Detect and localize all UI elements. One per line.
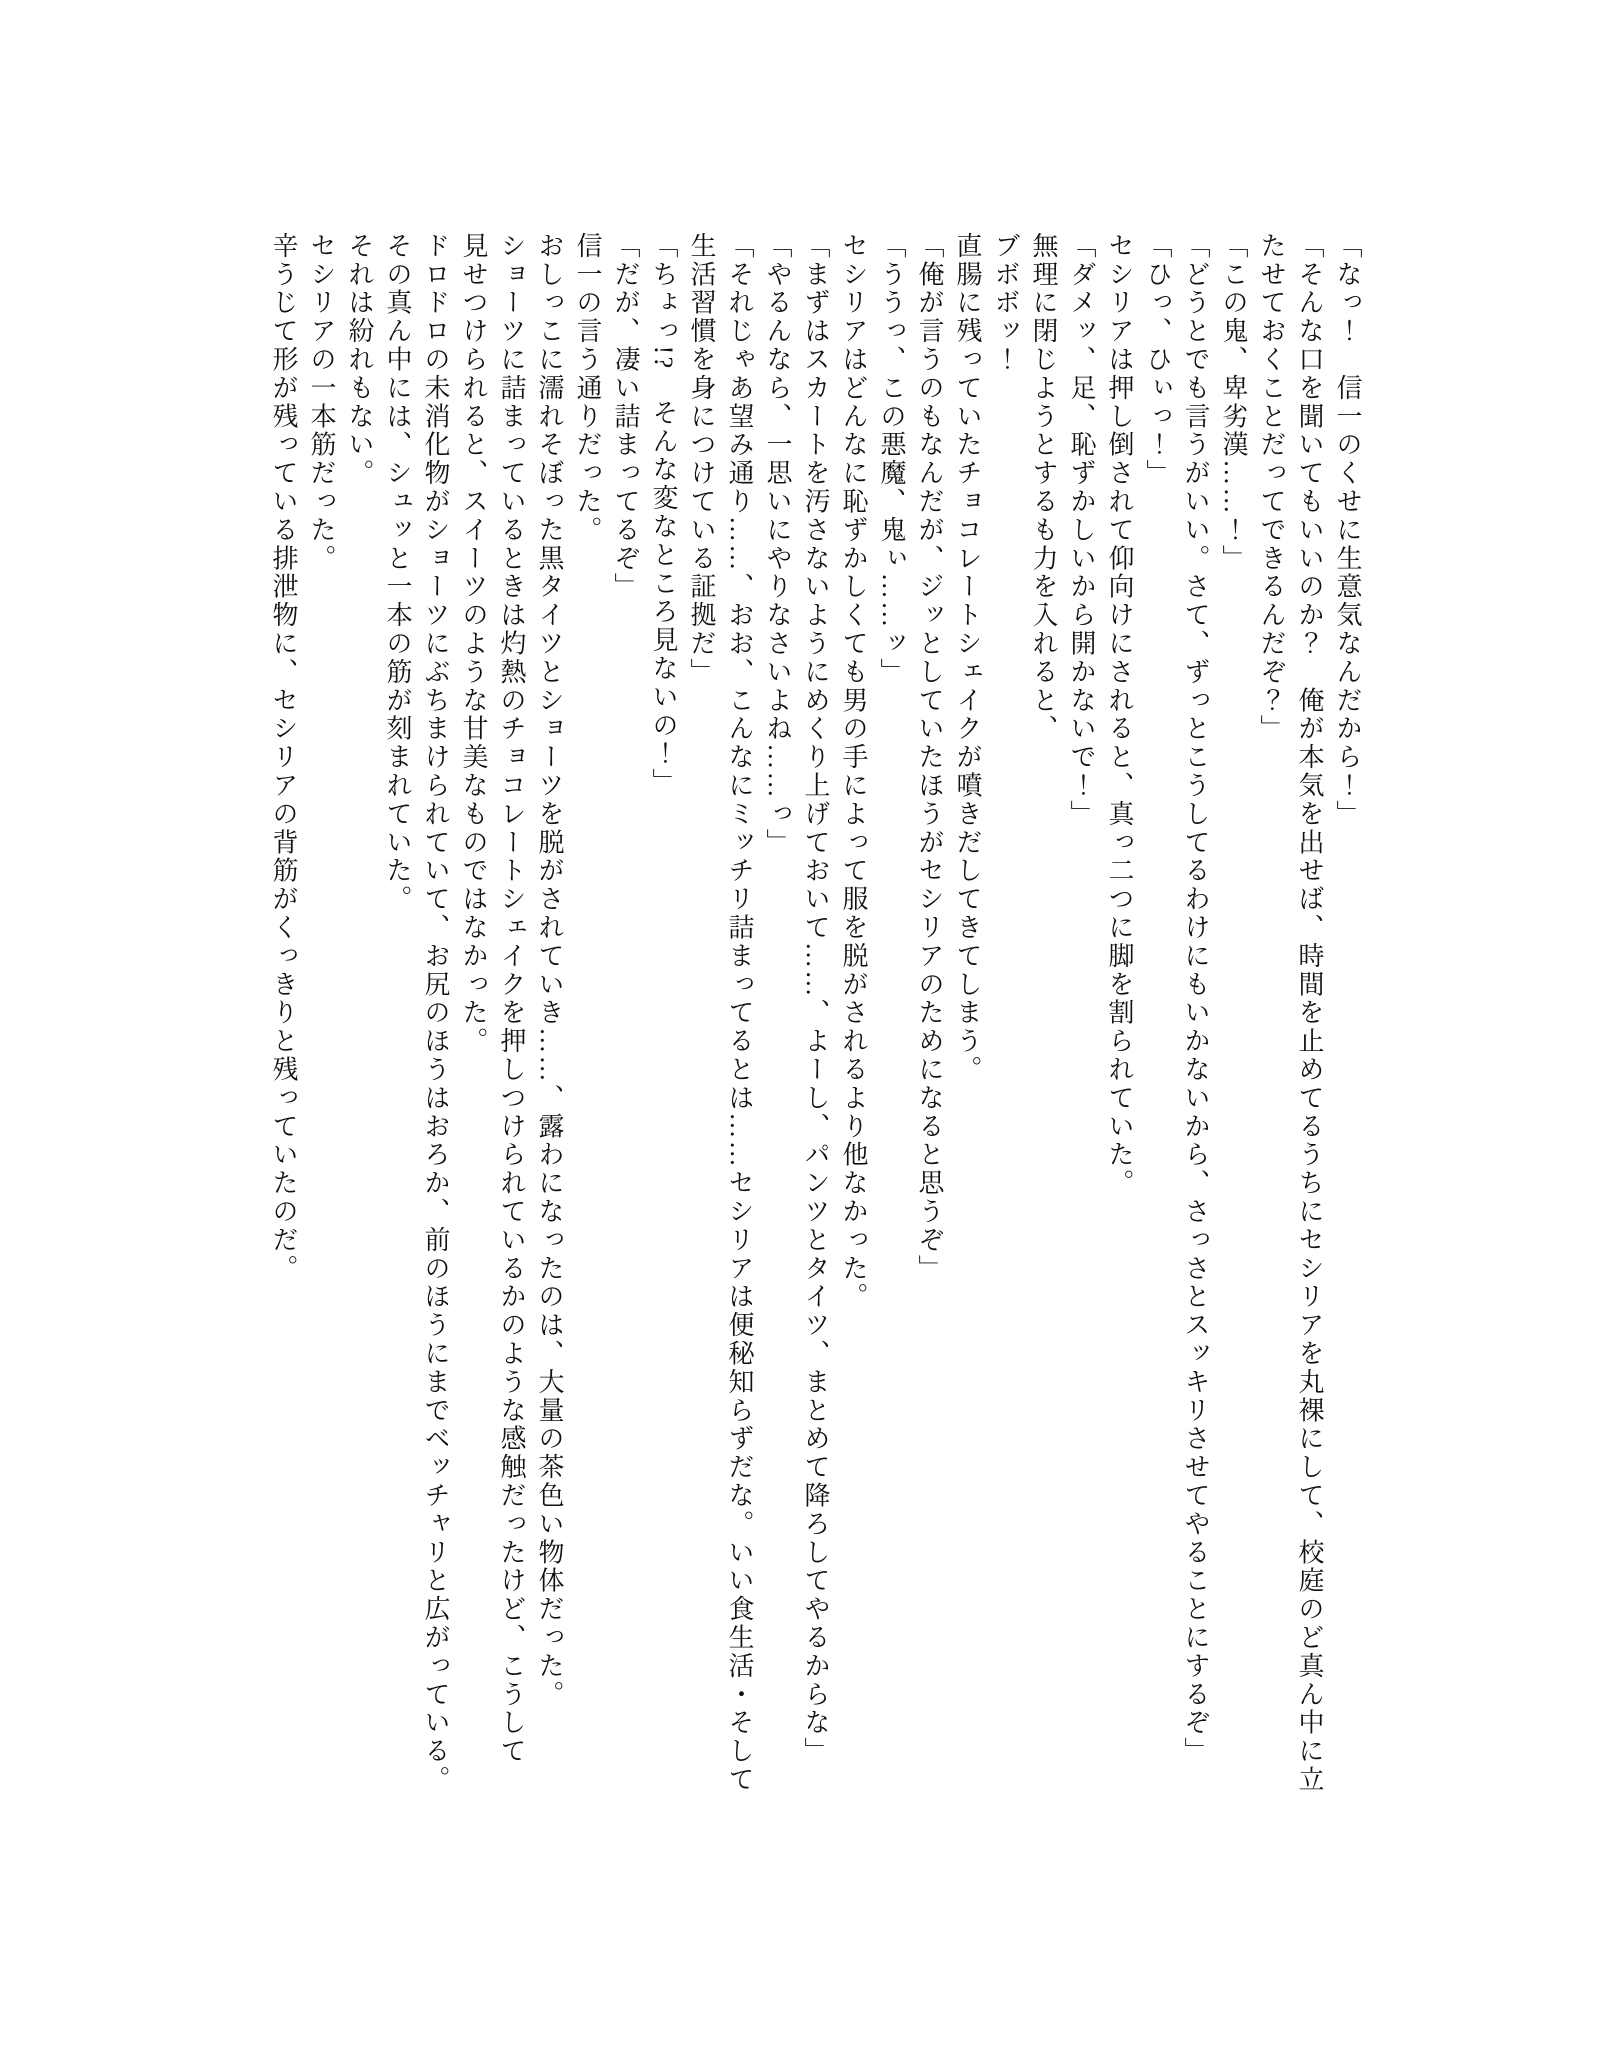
text-line: 「そんな口を聞いてもいいのか？ 俺が本気を出せば、時間を止めてるうちにセシリアを丸裸にして、校庭のど真ん中に立 xyxy=(1295,232,1324,1794)
vertical-text-block xyxy=(264,232,1366,1856)
text-line: 「やるんなら、一思いにやりなさいよね……っ」 xyxy=(763,232,792,857)
text-line: 「ダメッ、足、恥ずかしいから開かないで！」 xyxy=(1067,232,1096,829)
text-line: 「ひっ、ひぃっ！」 xyxy=(1143,232,1172,488)
text-line: 「なっ！ 信一のくせに生意気なんだから！」 xyxy=(1333,232,1362,829)
text-line: 生活習慣を身につけている証拠だ」 xyxy=(687,232,716,687)
text-line: 「どうとでも言うがいい。さて、ずっとこうしてるわけにもいかないから、さっさとスッキリさせてやることにするぞ」 xyxy=(1181,232,1210,1766)
text-line: ドロドロの未消化物がショーツにぶちまけられていて、お尻のほうはおろか、前のほうにまでベッチャリと広がっている。 xyxy=(421,232,450,1794)
text-line: 「この鬼、卑劣漢……！」 xyxy=(1219,232,1248,573)
text-line: たせておくことだってできるんだぞ？」 xyxy=(1257,232,1286,744)
text-line: 辛うじて形が残っている排泄物に、セシリアの背筋がくっきりと残っていたのだ。 xyxy=(269,232,298,1283)
text-line: 「まずはスカートを汚さないようにめくり上げておいて……、よーし、パンツとタイツ、まとめて降ろしてやるからな」 xyxy=(801,232,830,1766)
text-line: 「だが、凄い詰まってるぞ」 xyxy=(611,232,640,602)
text-line: 見せつけられると、スイーツのような甘美なものではなかった。 xyxy=(459,232,488,1056)
text-line: 「俺が言うのもなんだが、ジッとしていたほうがセシリアのためになると思うぞ」 xyxy=(915,232,944,1283)
text-line: ショーツに詰まっているときは灼熱のチョコレートシェイクを押しつけられているかのような感触だったけど、こうして xyxy=(497,232,526,1766)
text-line: 無理に閉じようとするも力を入れると、 xyxy=(1029,232,1058,744)
text-line: セシリアは押し倒されて仰向けにされると、真っ二つに脚を割られていた。 xyxy=(1105,232,1134,1198)
text-line: おしっこに濡れそぼった黒タイツとショーツを脱がされていき……、露わになったのは、大量の茶色い物体だった。 xyxy=(535,232,564,1709)
text-line: 「ちょっ!? そんな変なところ見ないの！」 xyxy=(649,232,678,797)
text-line: ブボボッ！ xyxy=(991,232,1020,374)
text-line: その真ん中には、シュッと一本の筋が刻まれていた。 xyxy=(383,232,412,914)
text-line: 信一の言う通りだった。 xyxy=(573,232,602,545)
text-line: 「それじゃあ望み通り……、おお、こんなにミッチリ詰まってるとは……セシリアは便秘知らずだな。いい食生活・そして xyxy=(725,232,754,1794)
text-line: 「ううっ、この悪魔、鬼ぃ……ッ」 xyxy=(877,232,906,687)
text-line: セシリアの一本筋だった。 xyxy=(307,232,336,573)
text-line: セシリアはどんなに恥ずかしくても男の手によって服を脱がされるより他なかった。 xyxy=(839,232,868,1312)
text-line: 直腸に残っていたチョコレートシェイクが噴きだしてきてしまう。 xyxy=(953,232,982,1084)
text-line: それは紛れもない。 xyxy=(345,232,374,488)
